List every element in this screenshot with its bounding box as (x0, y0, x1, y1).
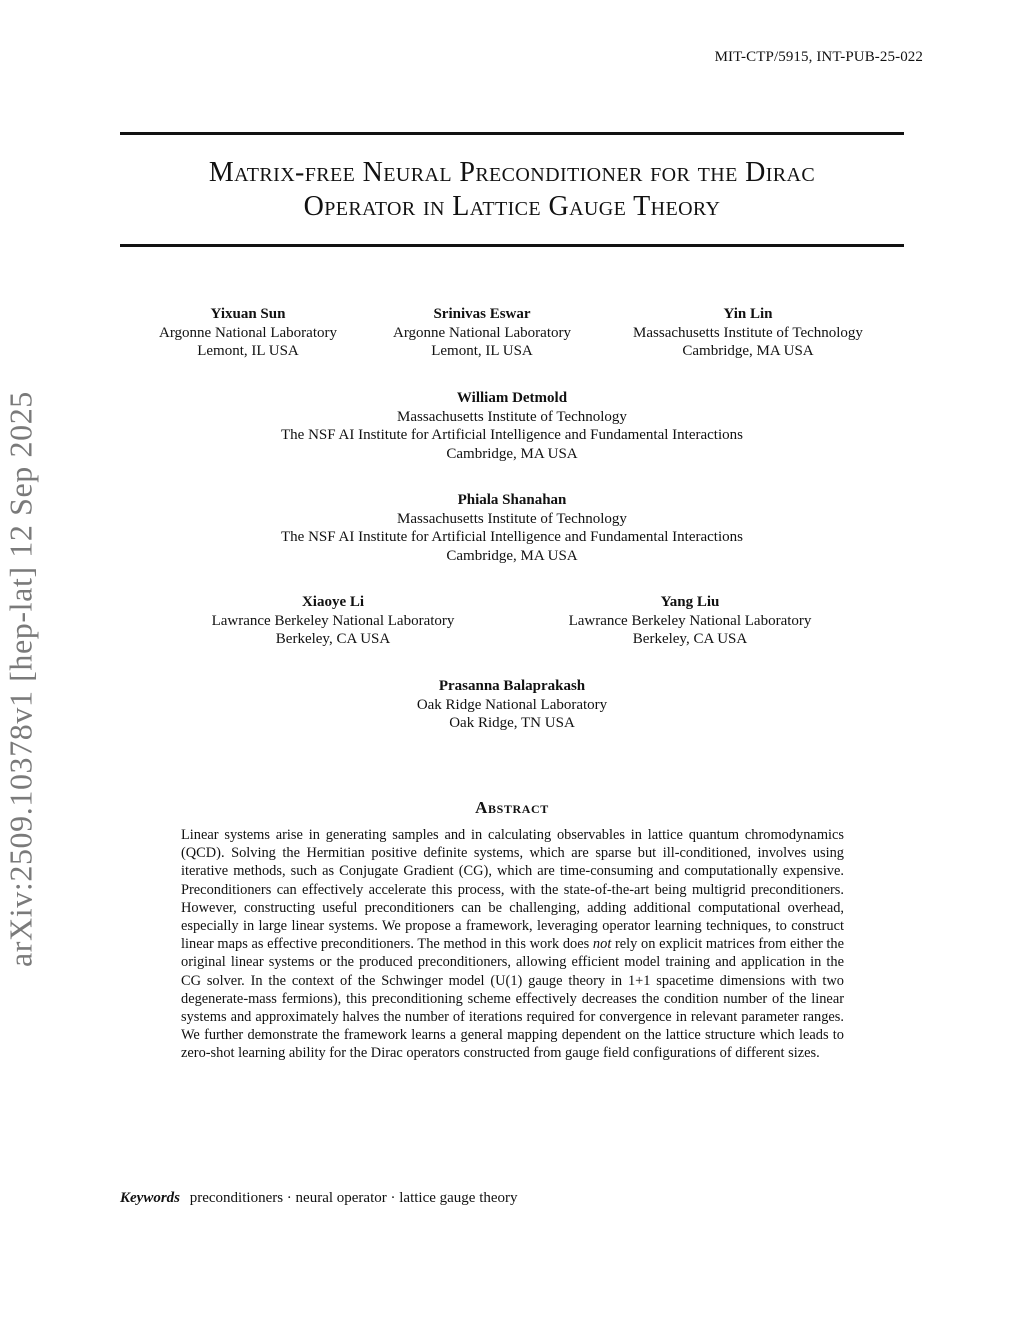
title-line-1: Matrix-free Neural Preconditioner for the Dirac (208, 157, 816, 188)
title-bottom-rule (120, 244, 904, 247)
author-name: Yang Liu (660, 594, 720, 610)
keywords-list: preconditioners · neural operator · lattice gauge theory (189, 1190, 518, 1206)
author-location: Berkeley, CA USA (275, 631, 391, 647)
author-name: Srinivas Eswar (433, 306, 531, 322)
author-name: Phiala Shanahan (457, 492, 567, 508)
author-block (212, 389, 812, 463)
abstract-text-part-2: rely on explicit matrices from either the original linear systems or the produced preconditioners, allowing efficient model training and application in the CG solver. In the context of the Schwinger model (U(1) gauge theory in 1+1 spacetime dimensions with two degenerate-mass fermions), this preconditioning scheme effectively decreases the condition number of the linear systems and approximately halves the number of iterations required for convergence in relevant parameter ranges. We further demonstrate the framework learns a general mapping dependent on the lattice structure which leads to zero-shot learning ability for the Dirac operators constructed from gauge field configurations of different sizes. (181, 936, 844, 1062)
arxiv-stamp-text: arXiv:2509.10378v1 [hep-lat] 12 Sep 2025 (2, 391, 39, 967)
author-location: Oak Ridge, TN USA (449, 715, 575, 731)
author-block (362, 677, 662, 733)
author-institute: The NSF AI Institute for Artificial Intelligence and Fundamental Interactions (281, 529, 743, 545)
author-block (212, 491, 812, 565)
author-affiliation: Lawrance Berkeley National Laboratory (568, 612, 812, 629)
author-affiliation: Lawrance Berkeley National Laboratory (211, 612, 455, 629)
keywords-line (120, 1190, 518, 1207)
author-affiliation: Oak Ridge National Laboratory (416, 696, 608, 713)
abstract-text-part-1: Linear systems arise in generating samples and in calculating observables in lattice quantum chromodynamics (QCD). Solving the Hermitian positive definite systems, which are sparse but ill-conditioned, involves using iterative methods, such as Conjugate Gradient (CG), which are time-consuming and computationally expensive. Preconditioners can effectively accelerate this process, with the state-of-the-art being multigrid preconditioners. However, constructing useful preconditioners can be challenging, adding additional computational overhead, especially in large linear systems. We propose a framework, leveraging operator learning techniques, to construct linear maps as effective preconditioners. The method in this work does (181, 827, 844, 953)
abstract-heading: Abstract (475, 798, 549, 817)
author-block (183, 593, 483, 649)
author-affiliation: Massachusetts Institute of Technology (397, 408, 627, 425)
title-line-2: Operator in Lattice Gauge Theory (303, 191, 721, 222)
paper-title (120, 156, 904, 224)
keywords-label: Keywords (120, 1190, 180, 1206)
author-name: William Detmold (456, 390, 568, 406)
author-name: Yixuan Sun (210, 306, 286, 322)
title-top-rule (120, 132, 904, 135)
author-location: Lemont, IL USA (431, 343, 533, 359)
author-affiliation: Argonne National Laboratory (392, 324, 571, 341)
author-name: Xiaoye Li (301, 594, 365, 610)
abstract-emphasis: not (592, 936, 612, 953)
author-location: Cambridge, MA USA (682, 343, 814, 359)
author-location: Cambridge, MA USA (446, 547, 578, 564)
author-location: Lemont, IL USA (197, 343, 299, 359)
author-location: Berkeley, CA USA (632, 631, 748, 647)
author-block (372, 305, 592, 361)
author-affiliation: Argonne National Laboratory (158, 324, 337, 341)
author-location: Cambridge, MA USA (446, 445, 578, 462)
author-affiliation: Massachusetts Institute of Technology (633, 324, 863, 341)
author-affiliation: Massachusetts Institute of Technology (397, 510, 627, 527)
author-block (608, 305, 888, 361)
abstract-text (181, 826, 844, 1063)
author-block (540, 593, 840, 649)
author-name: Yin Lin (723, 306, 773, 322)
author-name: Prasanna Balaprakash (438, 678, 586, 694)
author-institute: The NSF AI Institute for Artificial Intelligence and Fundamental Interactions (281, 427, 743, 443)
author-block (138, 305, 358, 361)
report-number: MIT-CTP/5915, INT-PUB-25-022 (714, 49, 923, 65)
